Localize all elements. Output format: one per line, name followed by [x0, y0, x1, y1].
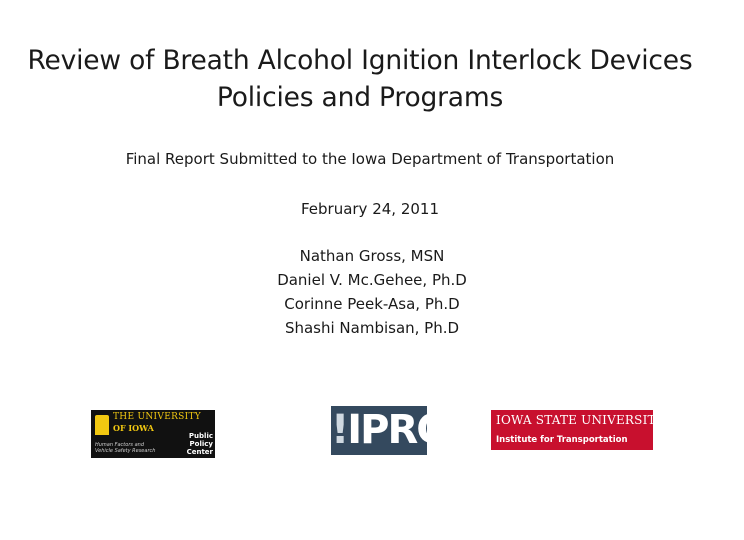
author-3: Corinne Peek-Asa, Ph.D [284, 295, 460, 313]
public-policy-center-label [169, 432, 213, 456]
author-2: Daniel V. Mc.Gehee, Ph.D [277, 271, 467, 289]
ppc-line-2: Center [186, 448, 213, 456]
uiowa-wordmark [113, 412, 201, 434]
report-date: February 24, 2011 [300, 200, 440, 218]
university-of-iowa-logo [91, 410, 215, 458]
report-subtitle: Final Report Submitted to the Iowa Department of Transportation [125, 150, 615, 168]
author-list [0, 244, 744, 340]
slide-title [20, 42, 700, 116]
uiowa-small-line-1: Human Factors and [95, 442, 144, 448]
author-4: Shashi Nambisan, Ph.D [284, 319, 460, 337]
iprc-logo [331, 406, 444, 455]
old-capitol-icon [95, 415, 109, 435]
uiowa-program-label [95, 442, 155, 454]
iprc-mark: ! [331, 407, 348, 453]
iowa-state-university-logo [491, 410, 664, 450]
uiowa-small-line-2: Vehicle Safety Research [95, 448, 156, 454]
iprc-text: IPRC [347, 407, 444, 453]
author-1: Nathan Gross, MSN [299, 247, 445, 265]
uiowa-line-2: OF IOWA [113, 423, 154, 433]
ppc-line-1: Public Policy [188, 432, 213, 448]
iprc-wordmark [331, 406, 444, 455]
isu-wordmark: IOWA STATE UNIVERSITY [496, 413, 664, 427]
isu-institute-label: Institute for Transportation [496, 435, 628, 445]
title-line-2: Policies and Programs [216, 82, 504, 113]
uiowa-line-1: THE UNIVERSITY [113, 412, 202, 422]
title-line-1: Review of Breath Alcohol Ignition Interlock Devices [27, 45, 693, 76]
